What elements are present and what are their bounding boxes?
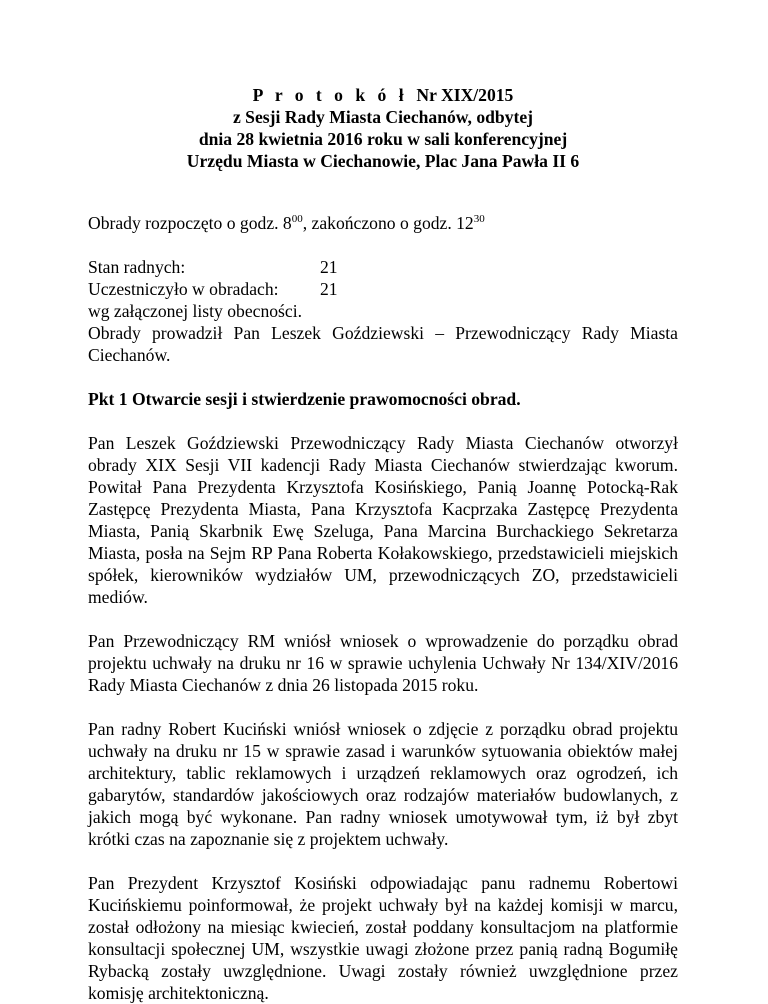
title-line-2: z Sesji Rady Miasta Ciechanów, odbytej	[232, 107, 534, 127]
title-line-1	[88, 84, 678, 106]
end-time-superscript: 30	[473, 213, 485, 225]
paragraph: Pan Przewodniczący RM wniósł wniosek o wprowadzenie do porządku obrad projektu uchwały na druku nr 16 w sprawie uchylenia Uchwały Nr 134/XIV/2016 Rady Miasta Ciechanów z dnia 26 listopada 2015 roku.	[88, 631, 678, 695]
title-number: Nr XIX/2015	[416, 85, 514, 105]
paragraph: Pan Leszek Goździewski Przewodniczący Rady Miasta Ciechanów otworzył obrady XIX Sesji VII kadencji Rady Miasta Ciechanów stwierdzając kworum. Powitał Pana Prezydenta Krzysztofa Kosińskiego, Panią Joannę Potocką-Rak Zastępcę Prezydenta Miasta, Pana Krzysztofa Kacprzaka Zastępcę Prezydenta Miasta, Panią Skarbnik Ewę Szeluga, Pana Marcina Burchackiego Sekretarza Miasta, posła na Sejm RP Pana Roberta Kołakowskiego, przedstawicieli miejskich spółek, kierowników wydziałów UM, przewodniczących ZO, przedstawicieli mediów.	[88, 433, 678, 607]
title-protokol: P r o t o k ó ł	[252, 85, 408, 105]
section-1-heading: Pkt 1 Otwarcie sesji i stwierdzenie prawomocności obrad.	[88, 389, 521, 409]
prowadzacy-obrady: Obrady prowadził Pan Leszek Goździewski – Przewodniczący Rady Miasta Ciechanów.	[88, 323, 678, 365]
title-line-3: dnia 28 kwietnia 2016 roku w sali konferencyjnej	[198, 129, 568, 149]
paragraph: Pan radny Robert Kuciński wniósł wniosek o zdjęcie z porządku obrad projektu uchwały na druku nr 15 w sprawie zasad i warunków sytuowania obiektów małej architektury, tablic reklamowych i urządzeń reklamowych oraz ogrodzeń, ich gabarytów, standardów jakościowych oraz rodzajów materiałów budowlanych, z jakich mogą być wykonane. Pan radny wniosek umotywował tym, iż był zbyt krótki czas na zapoznanie się z projektem uchwały.	[88, 719, 678, 849]
uczestniczylo-label: Uczestniczyło w obradach:	[88, 279, 279, 299]
stan-radnych-value: 21	[320, 257, 338, 277]
uczestniczylo-row	[88, 278, 678, 300]
opening-times: Obrady rozpoczęto o godz. $8^{00}$, zakończono o godz. $12^{30}$	[88, 213, 485, 233]
document-page	[88, 72, 678, 1004]
stan-radnych-row	[88, 256, 678, 278]
document-title	[88, 84, 678, 172]
uczestniczylo-value: 21	[320, 279, 338, 299]
stan-radnych-label: Stan radnych:	[88, 257, 186, 277]
paragraph: Pan Prezydent Krzysztof Kosiński odpowiadając panu radnemu Robertowi Kucińskiemu poinformował, że projekt uchwały był na każdej komisji w marcu, został odłożony na miesiąc kwiecień, został poddany konsultacjom na platformie konsultacji społecznej UM, wszystkie uwagi złożone przez panią radną Bogumiłę Rybacką zostały uwzględnione. Uwagi zostały również uwzględnione przez komisję architektoniczną.	[88, 873, 678, 1003]
title-line-4: Urzędu Miasta w Ciechanowie, Plac Jana Pawła II 6	[186, 151, 580, 171]
lista-obecnosci: wg załączonej listy obecności.	[88, 301, 302, 321]
start-time-superscript: 00	[291, 213, 303, 225]
